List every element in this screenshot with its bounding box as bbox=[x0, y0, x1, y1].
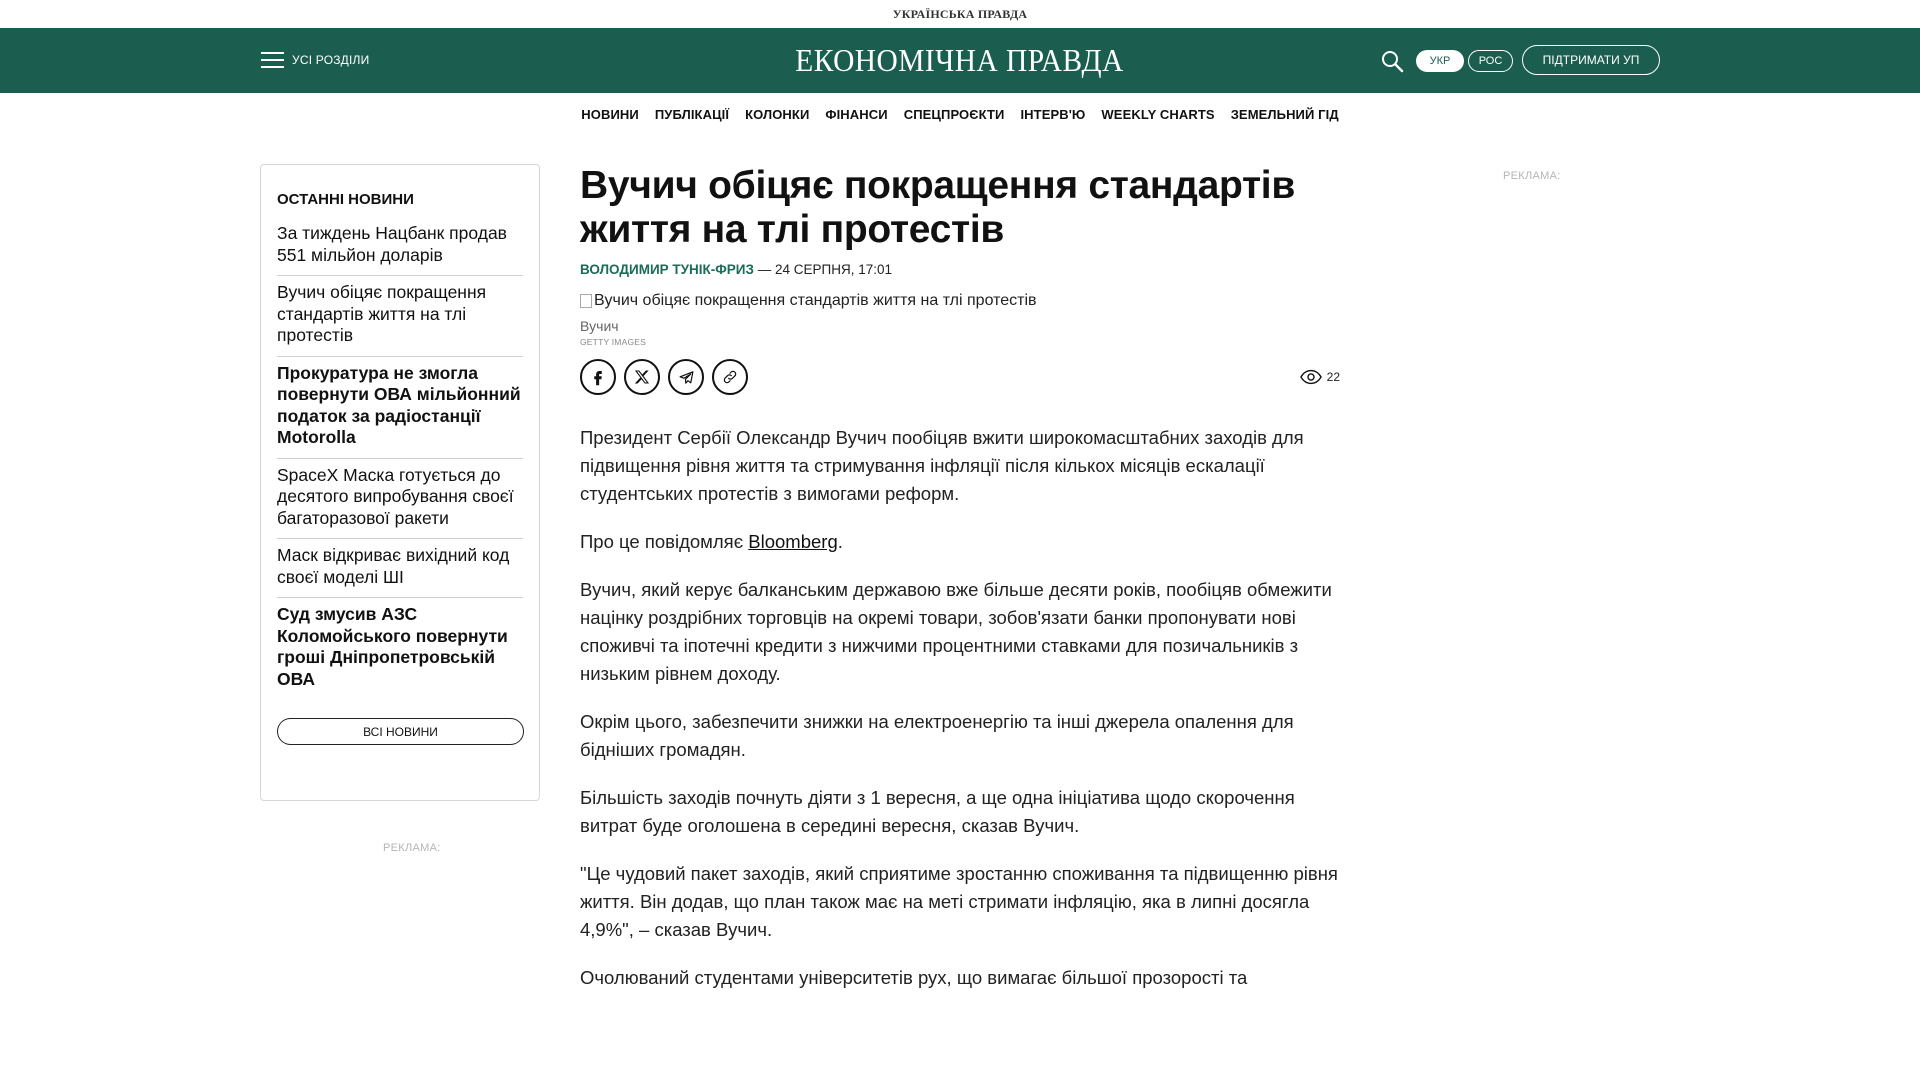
nav-item-special-projects[interactable]: СПЕЦПРОЄКТИ bbox=[903, 106, 1005, 122]
view-count-value: 22 bbox=[1326, 370, 1340, 384]
main-nav bbox=[0, 93, 1920, 135]
image-credit: GETTY IMAGES bbox=[580, 337, 647, 347]
broken-image-icon bbox=[580, 294, 592, 308]
nav-item-news[interactable]: НОВИНИ bbox=[581, 106, 639, 122]
source-paragraph: Про це повідомляє Bloomberg. bbox=[580, 531, 843, 552]
publish-date: — 24 СЕРПНЯ, 17:01 bbox=[753, 262, 892, 277]
article-body bbox=[580, 424, 1340, 992]
paragraph: Більшість заходів почнуть діяти з 1 вересня, а ще одна ініціатива щодо скорочення витрат буде оголошена в середині вересня, сказав Вучич. bbox=[580, 787, 1295, 836]
search-icon[interactable] bbox=[1380, 49, 1404, 73]
x-icon bbox=[634, 369, 650, 385]
news-item[interactable]: За тиждень Нацбанк продав 551 мільйон доларів bbox=[277, 217, 523, 276]
paragraph: Президент Сербії Олександр Вучич пообіцяв вжити широкомасштабних заходів для підвищення рівня життя та стримування інфляції після кількох місяців ескалації студентських протестів з вимогами реформ. bbox=[580, 427, 1304, 504]
telegram-share-button[interactable] bbox=[668, 359, 704, 395]
top-strip bbox=[0, 0, 1920, 28]
news-item[interactable]: Вучич обіцяє покращення стандартів життя на тлі протестів bbox=[277, 276, 523, 357]
share-bar bbox=[580, 359, 1340, 395]
paragraph: Окрім цього, забезпечити знижки на електроенергію та інші джерела опалення для бідніших громадян. bbox=[580, 711, 1294, 760]
image-caption: Вучич bbox=[580, 318, 619, 334]
article-title: Вучич обіцяє покращення стандартів життя на тлі протестів bbox=[580, 164, 1296, 251]
site-logo[interactable]: ЕКОНОМІЧНА ПРАВДА bbox=[795, 42, 1125, 78]
paragraph: Вучич, який керує балканським державою вже більше десяти років, пообіцяв обмежити націнку роздрібних торговців на окремі товари, зобов'язати банки пропонувати нові споживчі та іпотечні кредити з нижчими процентними ставками для позичальників з низьким рівнем доходу. bbox=[580, 579, 1332, 684]
nav-item-interview[interactable]: ІНТЕРВ'Ю bbox=[1020, 106, 1086, 122]
news-item[interactable]: Прокуратура не змогла повернути ОВА мільйонний податок за радіостанції Motorolla bbox=[277, 357, 523, 459]
up-brand-link[interactable]: УКРАЇНСЬКА ПРАВДА bbox=[892, 7, 1028, 21]
ad-label-left: РЕКЛАМА: bbox=[383, 842, 441, 854]
paragraph: Очолюваний студентами університетів рух, що вимагає більшої прозорості та bbox=[580, 967, 1248, 988]
nav-item-land-guide[interactable]: ЗЕМЕЛЬНИЙ ГІД bbox=[1230, 106, 1339, 122]
telegram-icon bbox=[678, 369, 695, 386]
news-item[interactable]: Суд змусив АЗС Коломойського повернути гроші Дніпропетровській ОВА bbox=[277, 604, 508, 689]
link-icon bbox=[722, 369, 738, 385]
facebook-share-button[interactable] bbox=[580, 359, 616, 395]
site-header bbox=[0, 28, 1920, 93]
article-image bbox=[580, 292, 1340, 310]
nav-item-finance[interactable]: ФІНАНСИ bbox=[825, 106, 888, 122]
latest-news-title: ОСТАННІ НОВИНИ bbox=[277, 191, 414, 208]
eye-icon bbox=[1300, 369, 1322, 385]
nav-item-weekly-charts[interactable]: WEEKLY CHARTS bbox=[1101, 106, 1215, 122]
bloomberg-link[interactable]: Bloomberg bbox=[748, 531, 838, 552]
view-count bbox=[1300, 369, 1340, 385]
article bbox=[580, 164, 1340, 1012]
news-item[interactable]: SpaceX Маска готується до десятого випробування своєї багаторазової ракети bbox=[277, 459, 523, 540]
bottom-fade bbox=[0, 990, 1920, 1080]
byline bbox=[580, 262, 1340, 277]
lang-ukr-button[interactable]: УКР bbox=[1416, 50, 1464, 72]
copy-link-button[interactable] bbox=[712, 359, 748, 395]
paragraph: "Це чудовий пакет заходів, який сприятиме зростанню споживання та підвищенню рівня життя. Він додав, що план також має на меті стримати інфляцію, яка в липні досягла 4,9%", – сказав Вучич. bbox=[580, 863, 1338, 940]
author-link[interactable]: ВОЛОДИМИР ТУНІК-ФРИЗ bbox=[580, 262, 754, 277]
ad-label-right: РЕКЛАМА: bbox=[1503, 170, 1561, 182]
image-alt-text: Вучич обіцяє покращення стандартів життя на тлі протестів bbox=[594, 292, 1037, 309]
facebook-icon bbox=[589, 368, 607, 386]
all-sections-label: УСІ РОЗДІЛИ bbox=[292, 53, 370, 67]
lang-ros-button[interactable]: РОС bbox=[1468, 50, 1513, 72]
latest-news-sidebar bbox=[260, 164, 540, 801]
news-item[interactable]: Маск відкриває вихідний код своєї моделі ШІ bbox=[277, 539, 523, 598]
nav-item-columns[interactable]: КОЛОНКИ bbox=[745, 106, 810, 122]
nav-item-publications[interactable]: ПУБЛІКАЦІЇ bbox=[654, 106, 730, 122]
all-news-button[interactable]: ВСІ НОВИНИ bbox=[277, 718, 524, 745]
support-up-button[interactable]: ПІДТРИМАТИ УП bbox=[1522, 45, 1660, 75]
x-share-button[interactable] bbox=[624, 359, 660, 395]
